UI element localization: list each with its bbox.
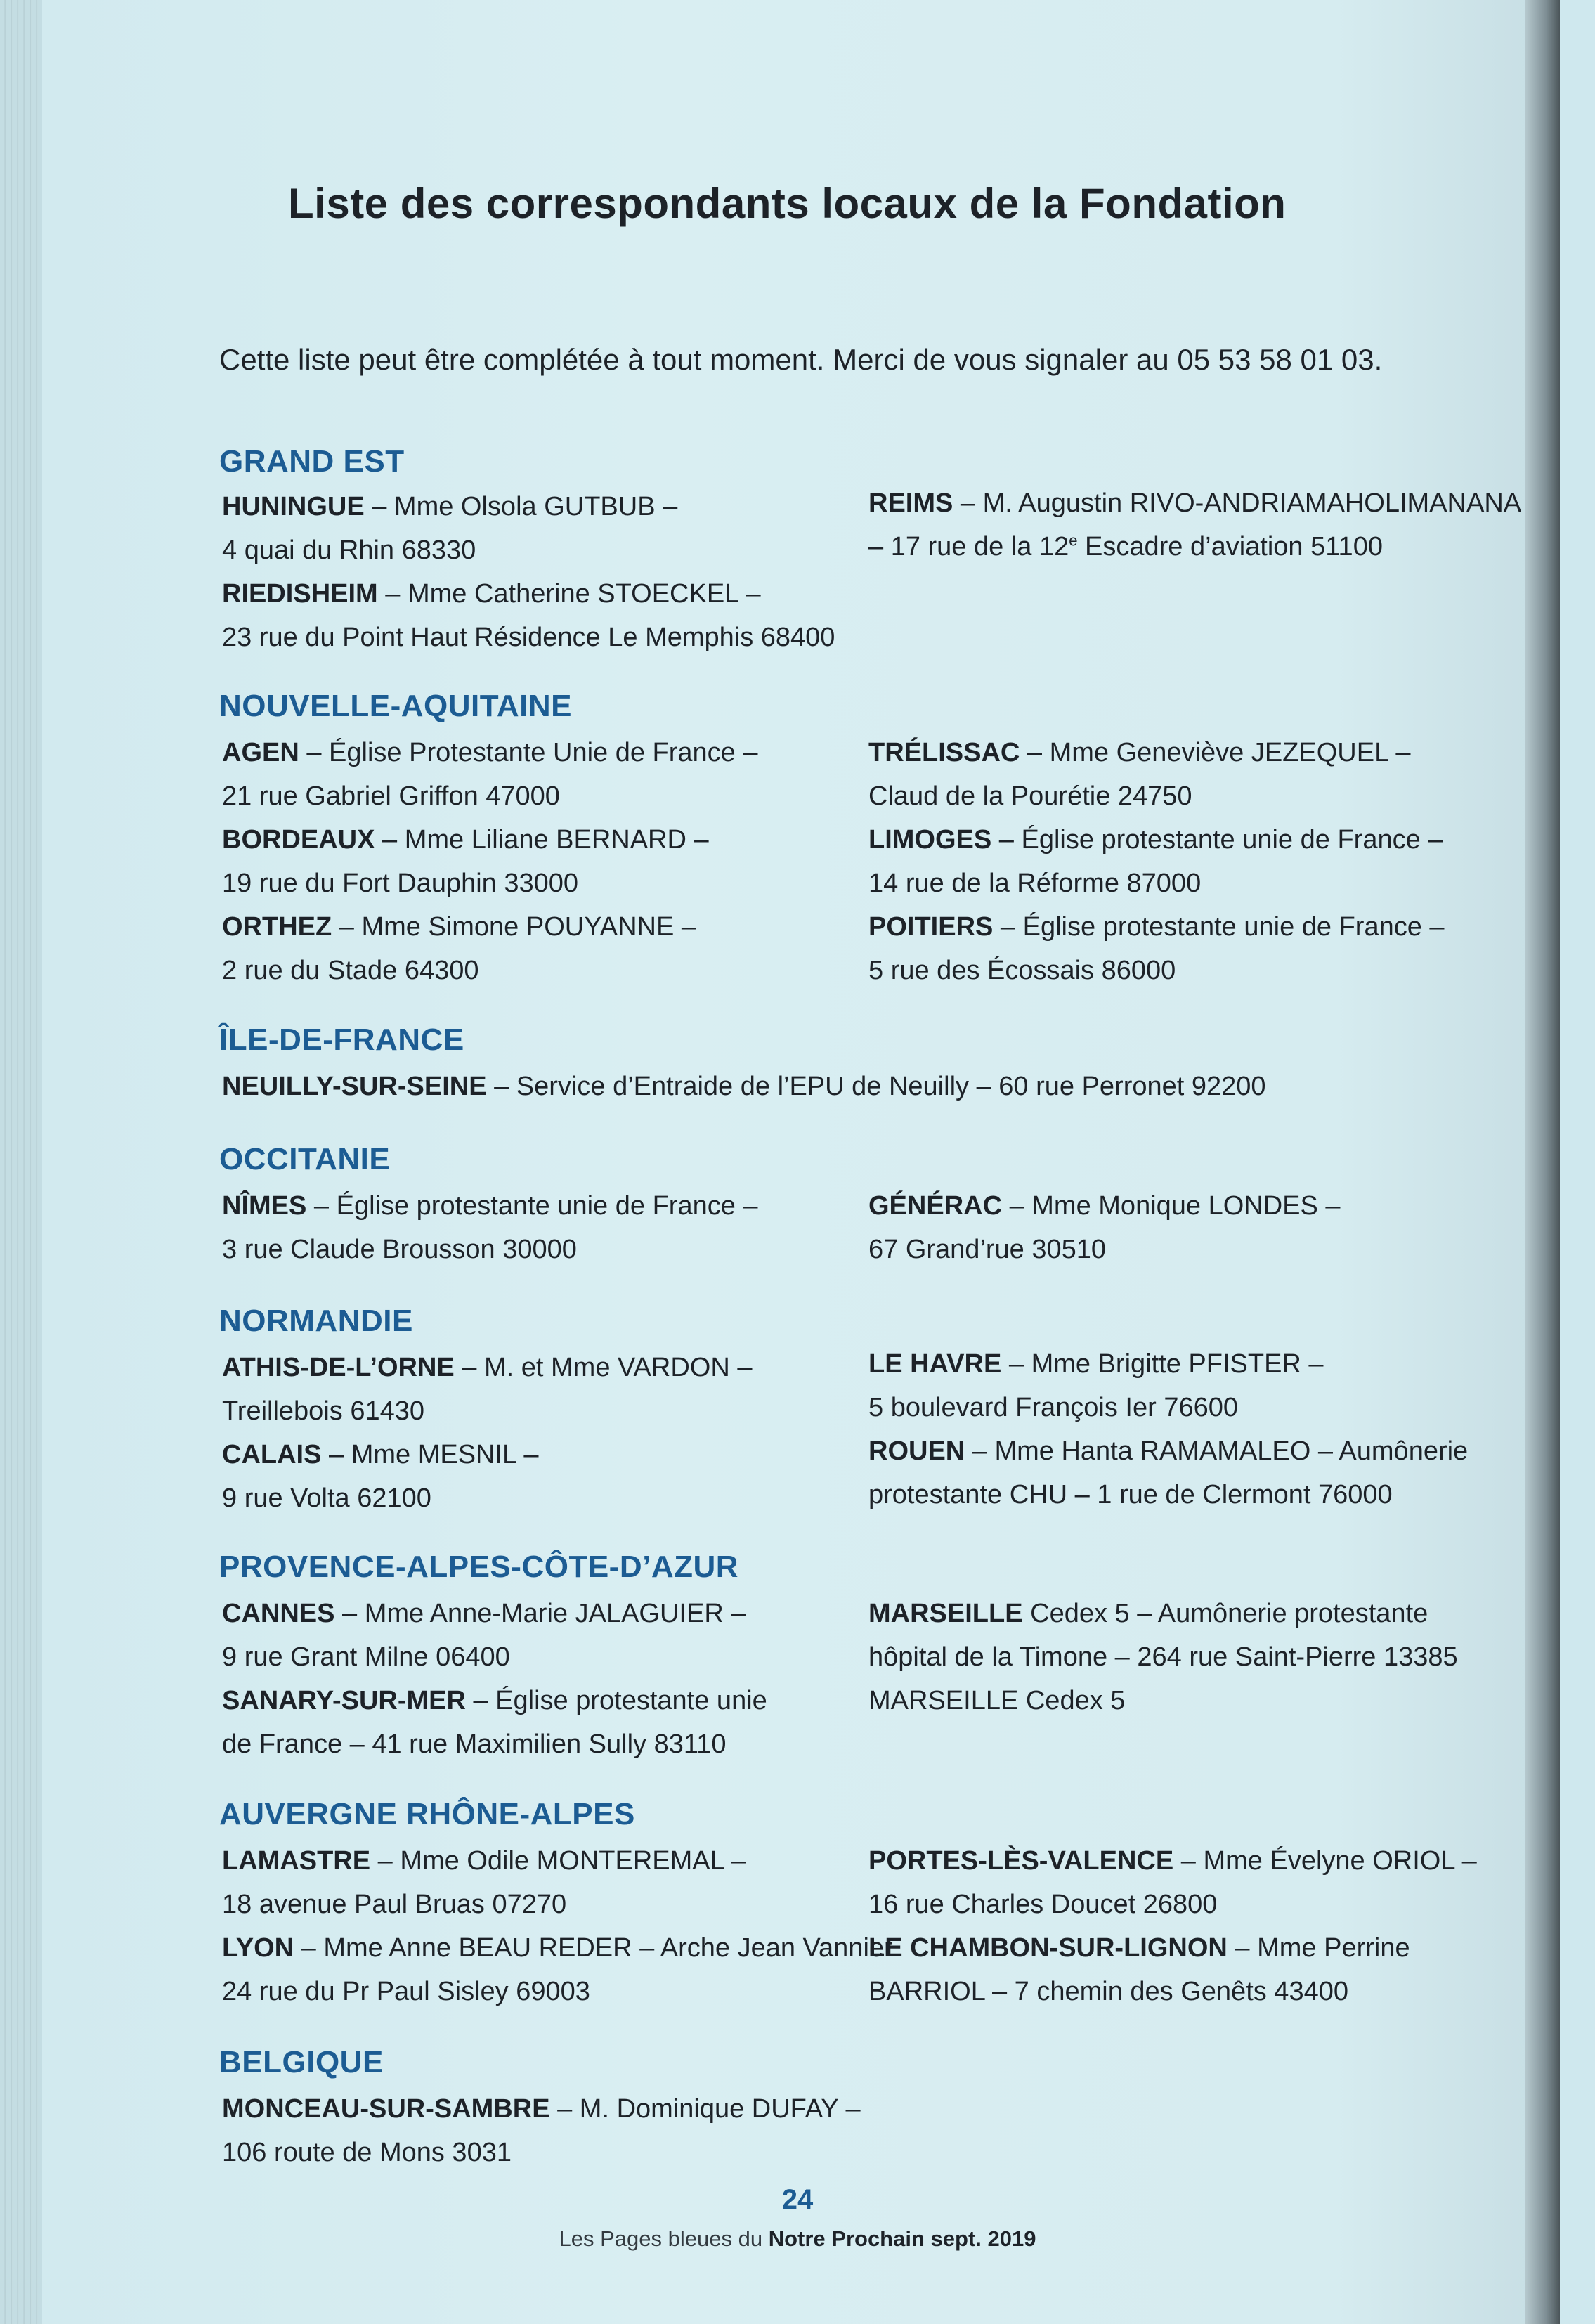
- page-title: Liste des correspondants locaux de la Fondation: [288, 180, 1287, 227]
- city-name: RIEDISHEIM: [222, 579, 378, 609]
- page-stack-edge: [0, 0, 42, 2324]
- ile-de-france-entries: [222, 1065, 1487, 1108]
- entry-cannes: CANNES – Mme Anne-Marie JALAGUIER – 9 rue Grant Milne 06400: [222, 1599, 746, 1672]
- region-heading-nouvelle-aquitaine: NOUVELLE-AQUITAINE: [219, 689, 572, 723]
- nouvelle-aquitaine-left: [222, 731, 868, 992]
- entry-reims: REIMS – M. Augustin RIVO-ANDRIAMAHOLIMANANA – 17 rue de la 12e Escadre d’aviation 51100: [868, 488, 1522, 561]
- entry-poitiers: POITIERS – Église protestante unie de France – 5 rue des Écossais 86000: [868, 912, 1445, 985]
- auvergne-left: [222, 1839, 893, 2013]
- entry-le-havre: LE HAVRE – Mme Brigitte PFISTER – 5 boulevard François Ier 76600: [868, 1349, 1324, 1422]
- occitanie-left: [222, 1184, 868, 1271]
- entry-portes-les-valence: PORTES-LÈS-VALENCE – Mme Évelyne ORIOL – 16 rue Charles Doucet 26800: [868, 1846, 1477, 1919]
- entry-lyon: LYON – Mme Anne BEAU REDER – Arche Jean Vannier 24 rue du Pr Paul Sisley 69003: [222, 1933, 893, 2006]
- occitanie-right: [868, 1184, 1515, 1271]
- entry-agen: AGEN – Église Protestante Unie de France – 21 rue Gabriel Griffon 47000: [222, 738, 758, 811]
- region-heading-occitanie: OCCITANIE: [219, 1142, 391, 1176]
- entry-sanary-sur-mer: SANARY-SUR-MER – Église protestante unie de France – 41 rue Maximilien Sully 83110: [222, 1686, 767, 1759]
- region-heading-auvergne-rhone-alpes: AUVERGNE RHÔNE-ALPES: [219, 1797, 635, 1831]
- region-heading-grand-est: GRAND EST: [219, 444, 405, 479]
- entry-le-chambon-sur-lignon: LE CHAMBON-SUR-LIGNON – Mme Perrine BARRIOL – 7 chemin des Genêts 43400: [868, 1933, 1410, 2006]
- city-name: REIMS: [868, 488, 953, 518]
- entry-rouen: ROUEN – Mme Hanta RAMAMALEO – Aumônerie protestante CHU – 1 rue de Clermont 76000: [868, 1436, 1469, 1510]
- entry-riedisheim: RIEDISHEIM – Mme Catherine STOECKEL – 23 rue du Point Haut Résidence Le Memphis 68400: [222, 579, 835, 652]
- nouvelle-aquitaine-right: [868, 731, 1515, 992]
- entry-bordeaux: BORDEAUX – Mme Liliane BERNARD – 19 rue du Fort Dauphin 33000: [222, 825, 709, 898]
- page-number: 24: [781, 2184, 814, 2215]
- footer-text: Les Pages bleues du Notre Prochain sept. 2019: [559, 2226, 1036, 2251]
- grand-est-right: [868, 481, 1522, 569]
- auvergne-right: [868, 1839, 1515, 2013]
- intro-text: Cette liste peut être complétée à tout moment. Merci de vous signaler au 05 53 58 01 03.: [219, 343, 1383, 376]
- grand-est-left: [222, 485, 868, 659]
- entry-nimes: NÎMES – Église protestante unie de France – 3 rue Claude Brousson 30000: [222, 1191, 758, 1264]
- entry-trelissac: TRÉLISSAC – Mme Geneviève JEZEQUEL – Claud de la Pourétie 24750: [868, 738, 1411, 811]
- normandie-right: [868, 1342, 1515, 1517]
- region-heading-belgique: BELGIQUE: [219, 2045, 384, 2079]
- entry-marseille: MARSEILLE Cedex 5 – Aumônerie protestante hôpital de la Timone – 264 rue Saint-Pierre 13385 MARSEILLE Cedex 5: [868, 1599, 1458, 1715]
- entry-orthez: ORTHEZ – Mme Simone POUYANNE – 2 rue du Stade 64300: [222, 912, 697, 985]
- entry-neuilly-sur-seine: NEUILLY-SUR-SEINE – Service d’Entraide de l’EPU de Neuilly – 60 rue Perronet 92200: [222, 1072, 1266, 1101]
- region-heading-paca: PROVENCE-ALPES-CÔTE-D’AZUR: [219, 1550, 739, 1584]
- entry-limoges: LIMOGES – Église protestante unie de France – 14 rue de la Réforme 87000: [868, 825, 1443, 898]
- entry-calais: CALAIS – Mme MESNIL – 9 rue Volta 62100: [222, 1440, 539, 1513]
- belgique-left: [222, 2087, 868, 2174]
- binding-shadow: [1525, 0, 1560, 2324]
- entry-monceau-sur-sambre: MONCEAU-SUR-SAMBRE – M. Dominique DUFAY – 106 route de Mons 3031: [222, 2094, 861, 2167]
- region-heading-normandie: NORMANDIE: [219, 1304, 413, 1338]
- region-heading-ile-de-france: ÎLE-DE-FRANCE: [219, 1023, 464, 1057]
- entry-athis-de-lorne: ATHIS-DE-L’ORNE – M. et Mme VARDON – Treillebois 61430: [222, 1353, 753, 1426]
- paca-left: [222, 1592, 868, 1766]
- normandie-left: [222, 1346, 868, 1520]
- entry-generac: GÉNÉRAC – Mme Monique LONDES – 67 Grand’rue 30510: [868, 1191, 1341, 1264]
- entry-lamastre: LAMASTRE – Mme Odile MONTEREMAL – 18 avenue Paul Bruas 07270: [222, 1846, 747, 1919]
- city-name: HUNINGUE: [222, 492, 365, 521]
- entry-huningue: HUNINGUE – Mme Olsola GUTBUB – 4 quai du Rhin 68330: [222, 492, 678, 565]
- paca-right: [868, 1592, 1515, 1722]
